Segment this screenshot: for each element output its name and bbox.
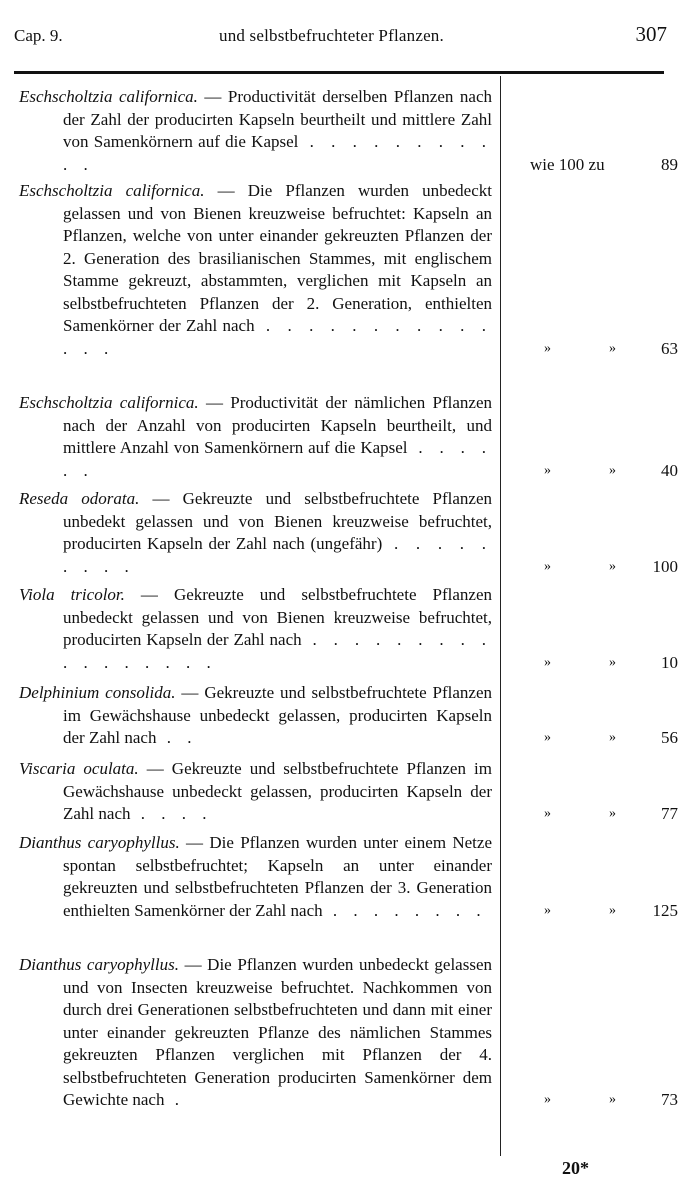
- ditto-mark: »: [544, 1092, 551, 1107]
- entry-value: [514, 900, 678, 923]
- species-name: Dianthus caryophyllus.: [19, 955, 179, 974]
- entry-text: [14, 86, 492, 176]
- value-number: 10: [661, 652, 678, 672]
- value-number: 63: [661, 338, 678, 358]
- leader-dots: . . . . . . . . . . .: [63, 132, 492, 174]
- entry-description: — Die Pflanzen wurden unbedeckt gelassen und von Bienen kreuzweise befruchtet: Kapseln an Pflanzen, welche von unter einander gekreuzten Pflanzen der 2. Generation des brasilianischen Stammes, mit englischem Stamme gekreuzt, abstammten, verglichen mit Kapseln an selbstbefruchteten Pflanzen der 2. Generation, enthielten Samenkörner der Zahl nach: [63, 181, 492, 335]
- leader-dots: . . . . . .: [63, 438, 493, 480]
- ditto-mark: »: [609, 462, 616, 478]
- entry-value: [514, 652, 678, 675]
- table-entry: [14, 954, 678, 1112]
- entry-text: [14, 954, 492, 1112]
- value-prefix: wie 100 zu: [530, 154, 605, 174]
- entry-text: [14, 584, 492, 674]
- table-entry: [14, 86, 678, 176]
- value-number: 40: [661, 460, 678, 480]
- table-entry: [14, 584, 678, 674]
- entry-description: — Productivität der nämlichen Pflanzen nach der Anzahl von producirten Kapseln beurtheilt, und mittlere Anzahl von Samenkörnern auf die Kapsel: [63, 393, 493, 457]
- leader-dots: . . . . . . . .: [322, 900, 487, 920]
- table-entry: [14, 488, 678, 578]
- ditto-mark: »: [609, 654, 616, 670]
- ditto-mark: »: [609, 558, 616, 574]
- value-number: 56: [661, 728, 678, 747]
- entry-description: — Gekreuzte und selbstbefruchtete Pflanzen unbedeckt gelassen und von Bienen kreuzweise befruchtet, producirten Kapseln der Zahl nach: [63, 585, 492, 649]
- header-rule: [14, 71, 664, 74]
- value-number: 100: [652, 556, 678, 576]
- page-header: [14, 22, 667, 48]
- leader-dots: . .: [156, 728, 198, 747]
- species-name: Eschscholtzia californica.: [19, 181, 205, 200]
- entry-value: [514, 154, 678, 177]
- signature-mark: 20*: [562, 1158, 589, 1178]
- entry-text: [14, 682, 492, 750]
- species-name: Viola tricolor.: [19, 585, 125, 604]
- entry-value: [514, 460, 678, 483]
- ditto-mark: »: [544, 462, 551, 478]
- value-number: 89: [661, 154, 678, 174]
- entry-value: [514, 556, 678, 579]
- table-entry: [14, 180, 678, 360]
- entry-text: [14, 758, 492, 826]
- ditto-mark: »: [544, 902, 551, 918]
- value-number: 125: [652, 900, 678, 920]
- entry-description: — Die Pflanzen wurden unbedeckt gelassen und von Insecten kreuzweise befruchtet. Nachkommen von durch drei Generationen selbstbefruchteten und dann mit einer unter einander gekreuzten Pflanze des nämlichen Stammes gekreuzten Pflanzen verglichen mit Pflanzen der 4. selbstbefruchteten Generation producirten Samenkörner dem Gewichte nach: [63, 955, 492, 1109]
- ditto-mark: »: [544, 654, 551, 670]
- table-entry: [14, 758, 678, 826]
- ditto-mark: »: [609, 902, 616, 918]
- chapter-label: Cap. 9.: [14, 26, 63, 45]
- running-title: und selbstbefruchteter Pflanzen.: [219, 26, 444, 45]
- entry-text: [14, 180, 492, 360]
- species-name: Reseda odorata.: [19, 489, 140, 508]
- leader-dots: . . . . . . . . . . . . . . . . .: [63, 630, 492, 672]
- ditto-mark: »: [544, 340, 551, 356]
- ditto-mark: »: [544, 730, 551, 745]
- species-name: Eschscholtzia californica.: [19, 87, 198, 106]
- species-name: Delphinium consolida.: [19, 683, 176, 702]
- table-entry: [14, 392, 678, 482]
- entry-value: [514, 1089, 678, 1112]
- leader-dots: .: [164, 1090, 185, 1109]
- entry-text: [14, 392, 492, 482]
- ditto-mark: »: [609, 1092, 616, 1107]
- entry-description: — Die Pflanzen wurden unter einem Netze spontan selbstbefruchtet; Kapseln an unter einander gekreuzten und selbstbefruchteten Pflanzen der 3. Generation enthielten Samenkörner der Zahl nach: [63, 833, 492, 920]
- entry-text: [14, 832, 492, 922]
- entry-description: — Gekreuzte und selbstbefruchtete Pflanzen im Gewächshause unbedeckt gelassen, producirten Kapseln der Zahl nach: [63, 759, 492, 823]
- leader-dots: . . . . . . . . .: [63, 534, 492, 576]
- ditto-mark: »: [609, 806, 616, 821]
- ditto-mark: »: [544, 806, 551, 821]
- ditto-mark: »: [609, 730, 616, 745]
- species-name: Viscaria oculata.: [19, 759, 139, 778]
- entry-text: [14, 488, 492, 578]
- entry-description: — Gekreuzte und selbstbefruchtete Pflanzen im Gewächshause unbedeckt gelassen, producirten Kapseln der Zahl nach: [63, 683, 492, 747]
- ditto-mark: »: [609, 340, 616, 356]
- species-name: Eschscholtzia californica.: [19, 393, 199, 412]
- table-entry: [14, 832, 678, 922]
- table-entry: [14, 682, 678, 750]
- value-number: 73: [661, 1090, 678, 1109]
- value-number: 77: [661, 804, 678, 823]
- ditto-mark: »: [544, 558, 551, 574]
- entry-value: [514, 727, 678, 750]
- entry-value: [514, 803, 678, 826]
- entry-description: — Gekreuzte und selbstbefruchtete Pflanzen unbedekt gelassen und von Bienen kreuzweise befruchtet, producirten Kapseln der Zahl nach (ungefähr): [63, 489, 492, 553]
- leader-dots: . . . . . . . . . . . . . .: [63, 316, 493, 358]
- species-name: Dianthus caryophyllus.: [19, 833, 180, 852]
- entry-value: [514, 338, 678, 361]
- entry-description: — Productivität derselben Pflanzen nach der Zahl der producirten Kapseln beurtheilt und mittlere Zahl von Samenkörnern auf die Kapsel: [63, 87, 493, 151]
- leader-dots: . . . .: [130, 804, 213, 823]
- page-number: 307: [635, 22, 667, 46]
